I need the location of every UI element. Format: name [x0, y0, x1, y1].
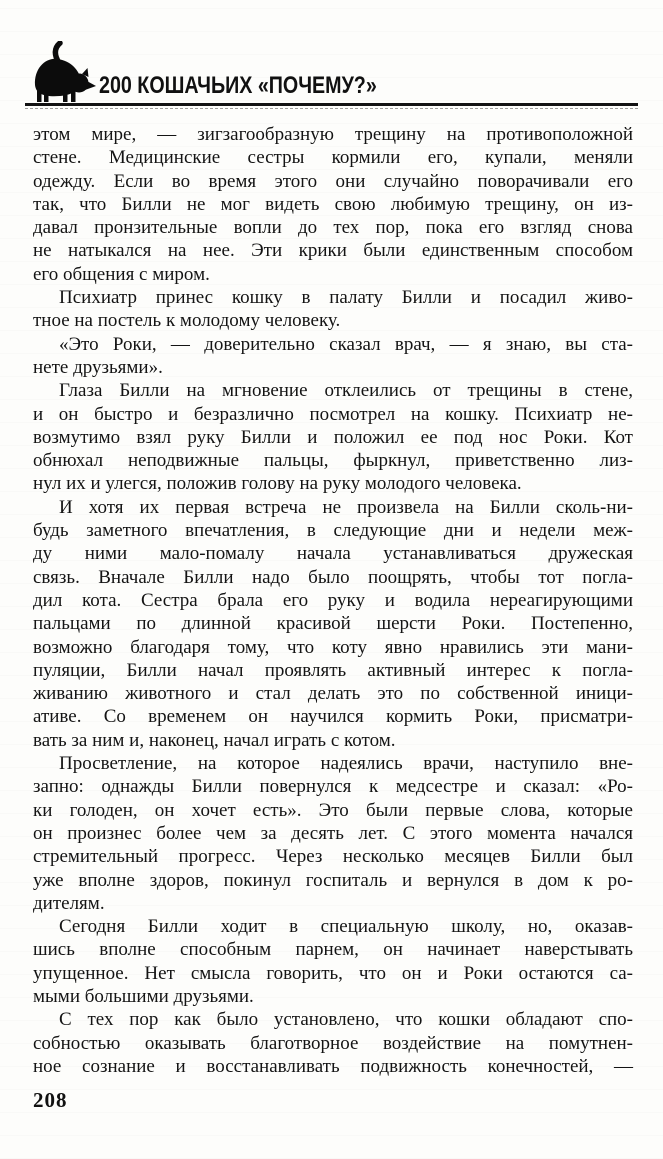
text-line: запно: однажды Билли повернулся к медсестре и сказал: «Ро-: [33, 776, 633, 798]
paragraph: [33, 496, 633, 752]
text-line: его общения с миром.: [33, 263, 210, 285]
paragraph: [33, 1008, 633, 1078]
text-line: одежду. Если во время этого они случайно поворачивали его: [33, 170, 633, 192]
text-line: обнюхал неподвижные пальцы, фыркнул, приветственно лиз-: [33, 450, 633, 472]
text-line: ное сознание и восстанавливать подвижность конечностей, —: [33, 1055, 633, 1077]
text-line: Сегодня Билли ходит в специальную школу, но, оказав-: [59, 916, 633, 938]
text-line: ативе. Со временем он научился кормить Роки, присматри-: [33, 706, 633, 728]
text-line: И хотя их первая встреча не произвела на Билли сколь-ни-: [59, 496, 633, 518]
text-line: не натыкался на нее. Эти крики были единственным способом: [33, 240, 633, 262]
body-text: [33, 123, 633, 1078]
text-line: ду ними мало-помалу начала устанавливаться дружеская: [33, 543, 633, 565]
text-line: этом мире, — зигзагообразную трещину на противоположной: [33, 124, 633, 145]
text-line: будь заметного впечатления, в следующие дни и недели меж-: [33, 520, 633, 542]
text-line: ки голоден, он хочет есть». Это были первые слова, которые: [33, 799, 633, 821]
text-line: шись вполне способным парнем, он начинает наверстывать: [33, 939, 633, 961]
paragraph: [33, 379, 633, 495]
page-number: 208: [33, 1088, 68, 1112]
text-line: Психиатр принес кошку в палату Билли и посадил живо-: [59, 287, 633, 309]
paragraph: [33, 286, 633, 333]
paragraph: [33, 123, 633, 286]
text-line: и он быстро и безразлично посмотрел на кошку. Психиатр не-: [33, 403, 633, 425]
cat-icon: [26, 41, 98, 105]
text-line: «Это Роки, — доверительно сказал врач, — я знаю, вы ста-: [59, 333, 633, 355]
text-line: собностью оказывать благотворное воздействие на помутнен-: [33, 1032, 633, 1054]
text-line: мыми большими друзьями.: [33, 985, 254, 1007]
text-line: тное на постель к молодому человеку.: [33, 310, 341, 332]
text-line: дил кота. Сестра брала его руку и водила нереагирующими: [33, 589, 633, 611]
text-line: он произнес более чем за десять лет. С этого момента начался: [33, 822, 633, 844]
text-line: С тех пор как было установлено, что кошки обладают спо-: [59, 1009, 633, 1031]
header-rule: [25, 103, 638, 106]
text-line: стремительный прогресс. Через несколько месяцев Билли был: [33, 846, 633, 868]
text-line: живанию животного и стал делать это по собственной иници-: [33, 683, 633, 705]
text-line: пальцами по длинной красивой шерсти Роки. Постепенно,: [33, 613, 633, 635]
text-line: Глаза Билли на мгновение отклеились от трещины в стене,: [59, 380, 633, 402]
text-line: нул их и улегся, положив голову на руку молодого человека.: [33, 473, 522, 495]
text-line: пуляции, Билли начал проявлять активный интерес к погла-: [33, 659, 633, 681]
text-line: нете друзьями».: [33, 356, 163, 378]
text-line: связь. Вначале Билли надо было поощрять, чтобы тот погла-: [33, 566, 633, 588]
text-line: так, что Билли не мог видеть свою любимую трещину, он из-: [33, 193, 633, 215]
running-title: 200 КОШАЧЬИХ «ПОЧЕМУ?»: [99, 72, 377, 99]
text-line: дителям.: [33, 892, 105, 914]
paragraph: [33, 752, 633, 915]
paragraph: [33, 333, 633, 380]
text-line: возмутимо взял руку Билли и положил ее под нос Роки. Кот: [33, 426, 633, 448]
text-line: Просветление, на которое надеялись врачи, наступило вне-: [59, 753, 633, 775]
text-line: уже вполне здоров, покинул госпиталь и вернулся в дом к ро-: [33, 869, 633, 891]
text-line: вать за ним и, наконец, начал играть с котом.: [33, 729, 396, 751]
text-line: давал пронзительные вопли до тех пор, пока его взгляд снова: [33, 217, 633, 239]
text-line: возможно благодаря тому, что коту явно нравились эти мани-: [33, 636, 633, 658]
text-line: стене. Медицинские сестры кормили его, купали, меняли: [33, 147, 633, 169]
text-line: упущенное. Нет смысла говорить, что он и Роки остаются са-: [33, 962, 633, 984]
paragraph: [33, 915, 633, 1008]
